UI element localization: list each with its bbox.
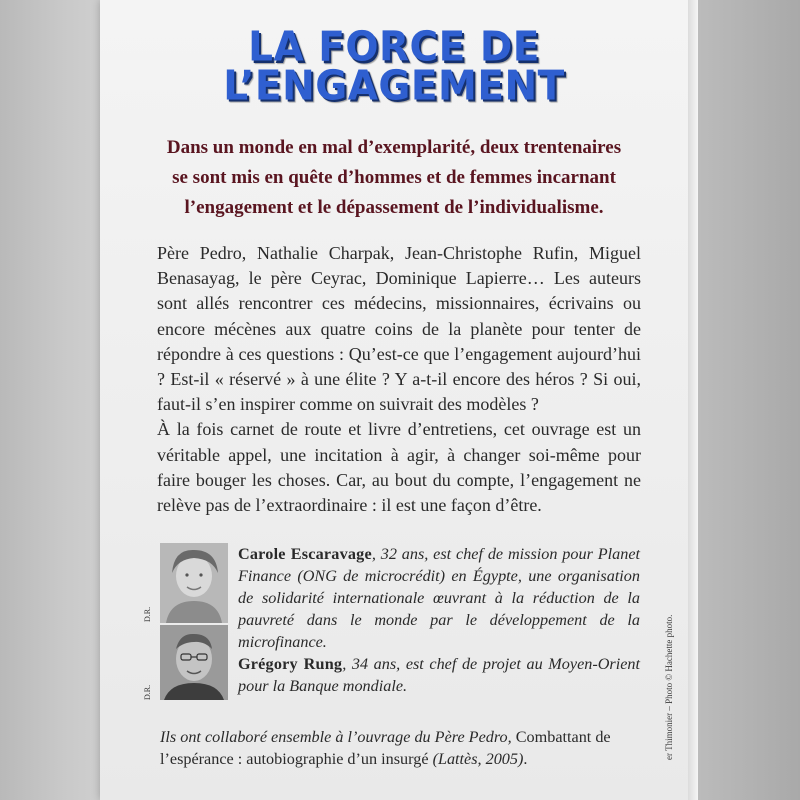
intro-line-3: l’engagement et le dépassement de l’individualisme. (184, 197, 604, 218)
title-line-1: LA FORCE DE (248, 23, 540, 72)
page-edge (688, 0, 698, 800)
photo-credit-side: er Thimonier – Photo © Hachette photo. (664, 614, 674, 760)
author-bios (238, 543, 640, 697)
photo-credit-2: D.R. (143, 684, 152, 700)
author-photo-gregory (160, 625, 228, 700)
collaboration-note (160, 726, 640, 770)
book-title (100, 23, 688, 111)
author-1-bio: , 32 ans, est chef de mission pour Planet Finance (ONG de microcrédit) en Égypte, une organisation de solidarité internationale œuvrant à la réduction de la pauvreté dans le monde par le développement de la microfinance. (238, 545, 641, 651)
body-text (157, 241, 641, 518)
author-1-name: Carole Escaravage (238, 545, 372, 563)
collaboration-note-book: Combattant de l’espérance : autobiographie d’un insurgé (160, 728, 611, 768)
body-paragraph-2: À la fois carnet de route et livre d’entretiens, cet ouvrage est un véritable appel, une incitation à agir, à changer soi-même pour faire bouger les choses. Car, au bout du compte, l’engagement ne relève pas de l’extraordinaire : il est une façon d’être. (157, 419, 641, 516)
author-2-name: Grégory Rung (238, 655, 343, 673)
intro-blurb (100, 133, 688, 223)
collaboration-note-publisher: (Lattès, 2005) (432, 750, 524, 768)
collaboration-note-intro: Ils ont collaboré ensemble à l’ouvrage du Père Pedro, (160, 728, 512, 746)
author-photo-carole (160, 543, 228, 623)
body-paragraph-1: Père Pedro, Nathalie Charpak, Jean-Christophe Rufin, Miguel Benasayag, le père Ceyrac, Dominique Lapierre… Les auteurs sont allés rencontrer ces médecins, missionnaires, écrivains ou encore mécènes aux quatre coins de la planète pour tenter de répondre à ces questions : Qu’est-ce que l’engagement aujourd’hui ? Est-il « réservé » à une élite ? Y a-t-il encore des héros ? Si oui, faut-il s’en inspirer comme on suivrait des modèles ? (157, 243, 641, 415)
title-line-2: L’ENGAGEMENT (223, 62, 565, 111)
photo-credit-1: D.R. (143, 606, 152, 622)
author-photos (160, 543, 228, 700)
intro-line-2: se sont mis en quête d’hommes et de femmes incarnant (172, 167, 616, 188)
intro-line-1: Dans un monde en mal d’exemplarité, deux trentenaires (166, 137, 622, 158)
author-2-bio: , 34 ans, est chef de projet au Moyen-Orient pour la Banque mondiale. (238, 655, 641, 695)
collaboration-note-end: . (523, 750, 528, 768)
